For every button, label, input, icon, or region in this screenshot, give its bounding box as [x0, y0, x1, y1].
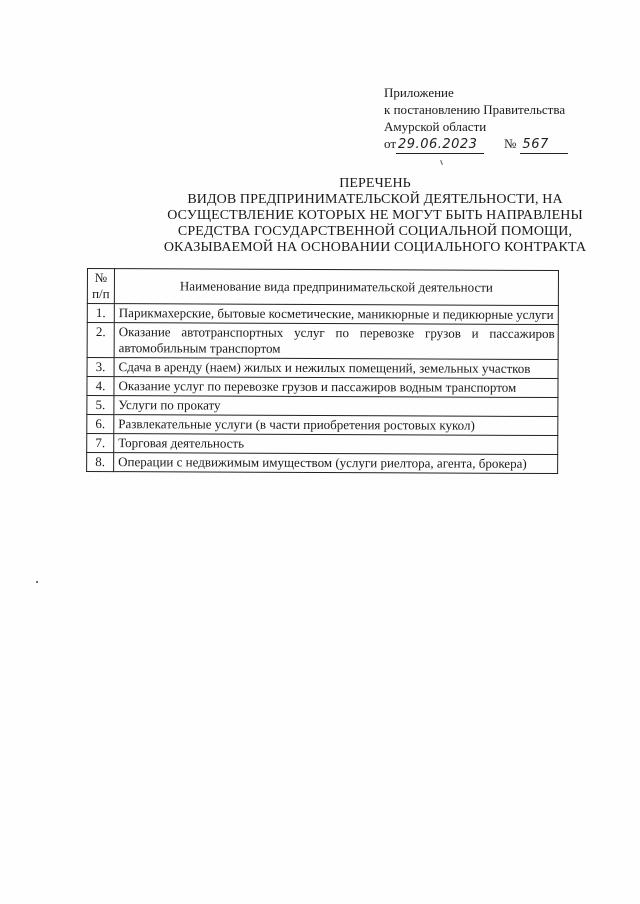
row-name: Торговая деятельность [114, 434, 558, 455]
row-number: 6. [87, 415, 114, 434]
header-name-cell: Наименование вида предпринимательской деятельности [114, 269, 558, 306]
table-row [87, 323, 558, 360]
row-number: 1. [87, 304, 114, 323]
appendix-line-2: к постановлению Правительства [384, 102, 566, 117]
title-line-3: ОСУЩЕСТВЛЕНИЕ КОТОРЫХ НЕ МОГУТ БЫТЬ НАПРАВЛЕНЫ [167, 208, 583, 223]
title-line-5: ОКАЗЫВАЕМОЙ НА ОСНОВАНИИ СОЦИАЛЬНОГО КОНТРАКТА [163, 240, 587, 255]
number-field [520, 135, 568, 154]
header-number-line-1: № [94, 270, 108, 286]
title-line-4: СРЕДСТВА ГОСУДАРСТВЕННОЙ СОЦИАЛЬНОЙ ПОМОЩИ, [177, 224, 573, 239]
row-name: Сдача в аренду (наем) жилых и нежилых помещений, земельных участков [114, 358, 558, 379]
number-prefix: № [504, 136, 517, 151]
title-line-2: ВИДОВ ПРЕДПРИНИМАТЕЛЬСКОЙ ДЕЯТЕЛЬНОСТИ, НА [187, 192, 563, 207]
date-field [396, 135, 484, 154]
scan-speck [36, 581, 38, 583]
row-number: 8. [87, 453, 114, 472]
table-row [87, 358, 558, 379]
activities-table [86, 268, 559, 474]
row-number: 7. [87, 434, 114, 453]
table-row [87, 304, 558, 325]
date-prefix: от [384, 136, 397, 151]
appendix-date-line [384, 135, 614, 154]
table-row [87, 396, 558, 417]
number-value: 567 [522, 137, 549, 152]
table-row [87, 415, 558, 436]
header-number-line-2: п/п [92, 286, 110, 302]
appendix-block [384, 84, 614, 154]
row-number: 2. [87, 323, 114, 358]
row-name: Развлекательные услуги (в части приобретения ростовых кукол) [114, 415, 558, 436]
date-value: 29.06.2023 [398, 137, 478, 152]
row-number: 4. [87, 377, 114, 396]
row-name: Услуги по прокату [114, 396, 558, 417]
row-name: Операции с недвижимым имуществом (услуги риелтора, агента, брокера) [114, 453, 558, 474]
title-line-1: ПЕРЕЧЕНЬ [339, 176, 411, 191]
header-number-cell [87, 269, 114, 304]
row-number: 5. [87, 396, 114, 415]
row-name: Парикмахерские, бытовые косметические, маникюрные и педикюрные услуги [114, 304, 558, 325]
row-number: 3. [87, 358, 114, 377]
appendix-line-3: Амурской области [384, 119, 487, 134]
document-title [100, 176, 640, 256]
stray-mark [440, 160, 443, 165]
table-header-row [87, 269, 558, 306]
row-name: Оказание автотранспортных услуг по перевозке грузов и пассажиров автомобильным транспортом [114, 323, 558, 360]
table-row [87, 453, 558, 474]
row-name: Оказание услуг по перевозке грузов и пассажиров водным транспортом [114, 377, 558, 398]
table-row [87, 434, 558, 455]
appendix-line-1: Приложение [384, 85, 454, 100]
table-row [87, 377, 558, 398]
